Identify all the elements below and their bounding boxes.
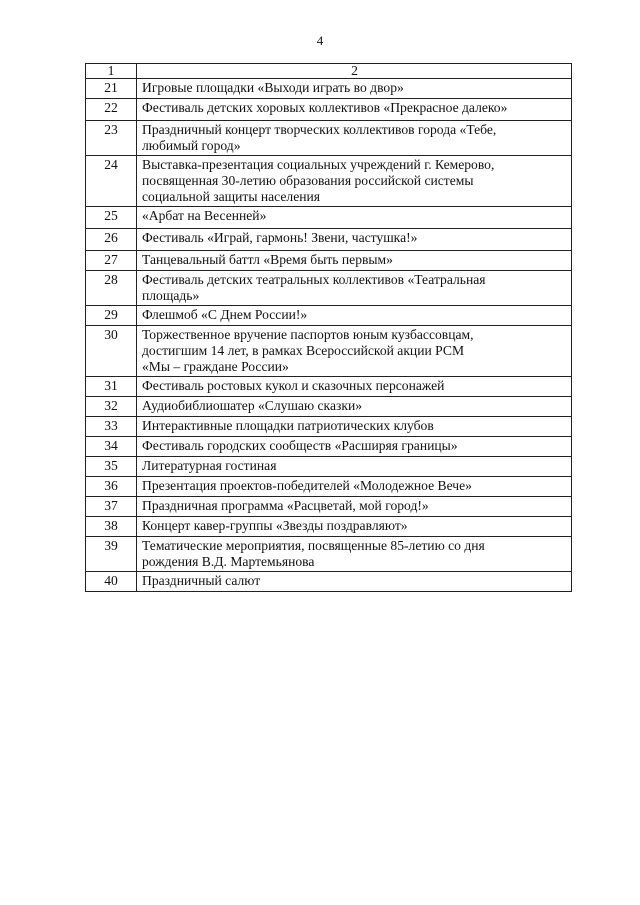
row-number: 23: [86, 121, 137, 156]
row-number: 39: [86, 537, 137, 572]
header-col-number: 1: [86, 64, 137, 79]
event-name: Презентация проектов-победителей «Молодежное Вече»: [137, 477, 572, 497]
events-table: [85, 63, 572, 592]
table-row: [86, 517, 572, 537]
event-name: Флешмоб «С Днем России!»: [137, 306, 572, 326]
event-name: Праздничная программа «Расцветай, мой город!»: [137, 497, 572, 517]
row-number: 32: [86, 397, 137, 417]
event-name: Литературная гостиная: [137, 457, 572, 477]
header-col-title: 2: [137, 64, 572, 79]
event-name: Концерт кавер-группы «Звезды поздравляют»: [137, 517, 572, 537]
event-name: Праздничный салют: [137, 572, 572, 592]
table-row: [86, 306, 572, 326]
table-row: [86, 207, 572, 229]
row-number: 38: [86, 517, 137, 537]
event-name: Фестиваль детских хоровых коллективов «Прекрасное далеко»: [137, 99, 572, 121]
table-row: [86, 457, 572, 477]
row-number: 26: [86, 229, 137, 251]
table-row: [86, 251, 572, 271]
row-number: 34: [86, 437, 137, 457]
event-name: Аудиобиблиошатер «Слушаю сказки»: [137, 397, 572, 417]
row-number: 22: [86, 99, 137, 121]
row-number: 27: [86, 251, 137, 271]
table-row: [86, 497, 572, 517]
event-name: «Арбат на Весенней»: [137, 207, 572, 229]
event-name: Танцевальный баттл «Время быть первым»: [137, 251, 572, 271]
table-row: [86, 271, 572, 306]
events-table-body: [86, 64, 572, 592]
event-name: Праздничный концерт творческих коллективов города «Тебе, любимый город»: [137, 121, 572, 156]
row-number: 28: [86, 271, 137, 306]
event-name: Фестиваль детских театральных коллективов «Театральная площадь»: [137, 271, 572, 306]
row-number: 29: [86, 306, 137, 326]
table-row: [86, 437, 572, 457]
event-name: Игровые площадки «Выходи играть во двор»: [137, 79, 572, 99]
row-number: 36: [86, 477, 137, 497]
event-name: Фестиваль «Играй, гармонь! Звени, частушка!»: [137, 229, 572, 251]
table-row: [86, 572, 572, 592]
row-number: 30: [86, 326, 137, 377]
table-row: [86, 377, 572, 397]
table-row: [86, 417, 572, 437]
row-number: 35: [86, 457, 137, 477]
row-number: 37: [86, 497, 137, 517]
page-number: 4: [316, 33, 324, 48]
event-name: Фестиваль ростовых кукол и сказочных персонажей: [137, 377, 572, 397]
table-row: [86, 156, 572, 207]
row-number: 40: [86, 572, 137, 592]
table-row: [86, 99, 572, 121]
row-number: 31: [86, 377, 137, 397]
table-row: [86, 229, 572, 251]
table-row: [86, 477, 572, 497]
event-name: Тематические мероприятия, посвященные 85-летию со дня рождения В.Д. Мартемьянова: [137, 537, 572, 572]
row-number: 33: [86, 417, 137, 437]
event-name: Фестиваль городских сообществ «Расширяя границы»: [137, 437, 572, 457]
table-row: [86, 79, 572, 99]
row-number: 21: [86, 79, 137, 99]
row-number: 24: [86, 156, 137, 207]
event-name: Интерактивные площадки патриотических клубов: [137, 417, 572, 437]
table-header-row: [86, 64, 572, 79]
event-name: Торжественное вручение паспортов юным кузбассовцам, достигшим 14 лет, в рамках Всероссийской акции РСМ «Мы – граждане России»: [137, 326, 572, 377]
table-row: [86, 397, 572, 417]
table-row: [86, 326, 572, 377]
table-row: [86, 121, 572, 156]
event-name: Выставка-презентация социальных учреждений г. Кемерово, посвященная 30-летию образования российской системы социальной защиты населения: [137, 156, 572, 207]
row-number: 25: [86, 207, 137, 229]
table-row: [86, 537, 572, 572]
